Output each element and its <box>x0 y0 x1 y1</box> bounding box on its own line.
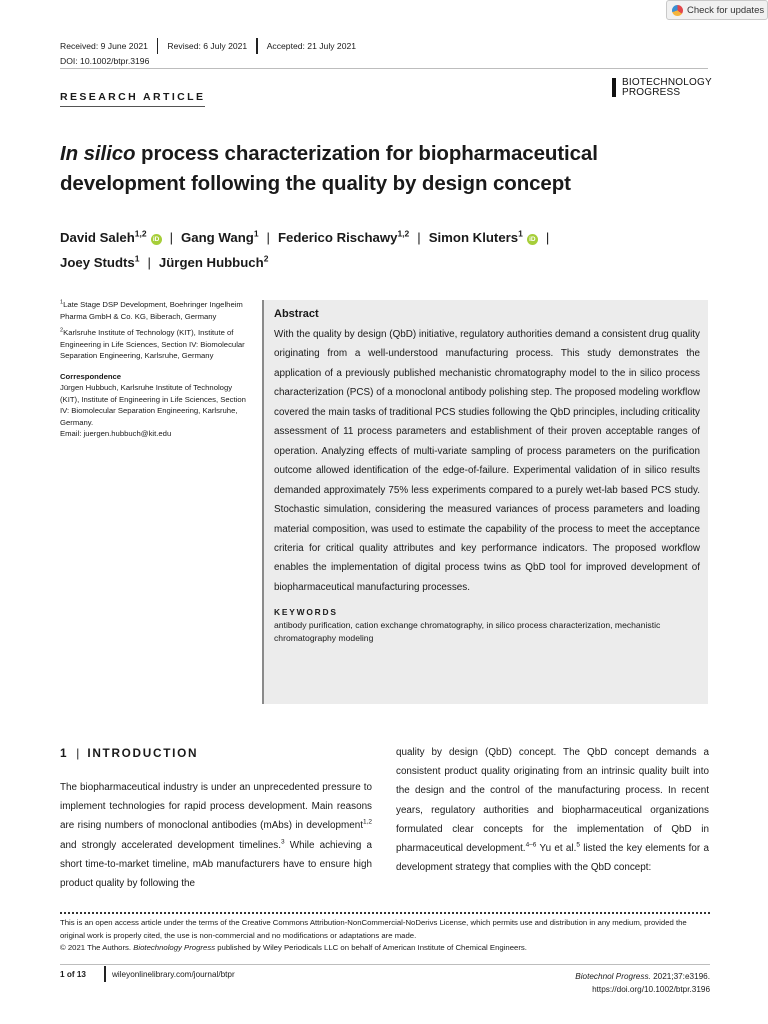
title-line-2: development following the quality by design concept <box>60 172 571 195</box>
author-separator: | <box>417 230 421 245</box>
footer-separator <box>104 966 106 982</box>
section-number: 1 <box>60 746 69 760</box>
section-heading <box>60 746 198 760</box>
author-separator: | <box>266 230 270 245</box>
author[interactable]: Jürgen Hubbuch$^2$ <box>158 253 269 270</box>
keywords-text: antibody purification, cation exchange chromatography, in silico process characterization, mechanistic chromatography modeling <box>274 620 661 643</box>
received-date: Received: 9 June 2021 <box>60 41 148 51</box>
body-column-right: quality by design (QbD) concept. The QbD concept demands a consistent product quality originating from an intrinsic quality built into the design and the control of the manufacturing process. In recent years, regulatory authorities and biopharmaceutical organizations formulated clear concepts for the implementation of QbD in pharmaceutical development.$^{4-6}$ Yu et al.$^5$ listed the key elements for a development strategy that complies with the QbD concept: <box>396 747 709 874</box>
check-for-updates-button[interactable] <box>666 0 768 20</box>
section-title: INTRODUCTION <box>87 746 199 760</box>
license-note <box>60 917 710 955</box>
author[interactable]: Gang Wang$^1$ <box>181 228 259 245</box>
body-column-left: The biopharmaceutical industry is under an unprecedented pressure to implement technologies for rapid process development. Main reasons are rising numbers of monoclonal antibodies (mAbs) in development$^{1,2}$ and strongly accelerated development timelines.$^3$ While achieving a short time-to-market timeline, mAb manufacturers have to ensure high product quality by following the <box>60 782 373 890</box>
section-separator: | <box>76 746 80 760</box>
orcid-icon[interactable]: iD <box>527 234 538 245</box>
author-list <box>60 225 720 275</box>
footer-divider <box>60 964 710 965</box>
citation-ref[interactable]: 3 <box>281 838 285 846</box>
citation-journal: Biotechnol Progress. <box>575 972 651 981</box>
correspondence-heading: Correspondence <box>60 371 122 381</box>
title-italic-part: In silico <box>60 142 136 165</box>
citation-ref[interactable]: 5 <box>576 841 580 849</box>
affiliation: $^2$Karlsruhe Institute of Technology (KIT), Institute of Engineering in Life Sciences, Section IV: Biomolecular Separation Engineering, Karlsruhe, Germany <box>60 327 245 360</box>
header-divider <box>60 68 708 69</box>
title-line-1: process characterization for biopharmaceutical <box>135 142 598 165</box>
author[interactable]: Simon Kluters$^1$iD <box>429 230 538 245</box>
doi-text: DOI: 10.1002/btpr.3196 <box>60 56 150 66</box>
article-title <box>60 139 700 199</box>
logo-line-2: PROGRESS <box>622 86 681 98</box>
accepted-date: Accepted: 21 July 2021 <box>266 41 357 51</box>
citation-info <box>575 970 710 996</box>
affiliations <box>60 299 250 445</box>
date-divider <box>157 38 159 54</box>
citation-ref[interactable]: 4–6 <box>525 841 537 849</box>
logo-bar <box>612 78 616 97</box>
author-separator: | <box>169 230 174 245</box>
footnote-divider <box>60 912 710 914</box>
correspondence-email[interactable]: Email: juergen.hubbuch@kit.edu <box>60 429 172 438</box>
check-for-updates-label: Check for updates <box>687 4 765 16</box>
author[interactable]: Federico Rischawy$^{1,2}$ <box>277 228 410 245</box>
journal-logo <box>612 78 712 97</box>
affiliation: $^1$Late Stage DSP Development, Boehringer Ingelheim Pharma GmbH & Co. KG, Biberach, Germany <box>60 299 243 321</box>
update-icon <box>672 5 683 16</box>
orcid-icon[interactable]: iD <box>151 234 162 245</box>
abstract-heading: Abstract <box>274 308 319 320</box>
copyright-text: © 2021 The Authors. Biotechnology Progress published by Wiley Periodicals LLC on behalf of American Institute of Chemical Engineers. <box>60 943 527 953</box>
author[interactable]: David Saleh$^{1,2}$iD <box>60 230 162 245</box>
page-number: 1 of 13 <box>60 970 86 979</box>
revised-date: Revised: 6 July 2021 <box>167 41 248 51</box>
keywords-heading: KEYWORDS <box>274 607 338 618</box>
journal-url-link[interactable]: wileyonlinelibrary.com/journal/btpr <box>112 970 235 979</box>
abstract-box <box>262 300 708 704</box>
doi-link[interactable]: https://doi.org/10.1002/btpr.3196 <box>592 985 710 994</box>
abstract-text: With the quality by design (QbD) initiative, regulatory authorities demand a consistent drug quality originating from a well-understood manufacturing process. This study demonstrates the application of a previously published mechanistic chromatography model to the in silico process characterization (PCS) of a monoclonal antibody polishing step. The proposed modeling workflow covered the main tasks of traditional PCS studies following the QbD principles, including criticality assessment of 11 process parameters and establishment of their proven acceptable ranges of operation. Analyzing effects of multi-variate sampling of process parameters on the purification outcome allowed identification of the edge-of-failure. Experimental validation of in silico results demanded approximately 75% less experiments compared to a purely wet-lab based PCS study. Stochastic simulation, considering the measured variances of process parameters and loading material composition, was used to estimate the capability of the process to meet the acceptance criteria for critical quality attributes and key performance indicators. The proposed workflow enables the implementation of digital process twins as QbD tool for improved development of biopharmaceutical manufacturing processes. <box>274 329 700 593</box>
citation-volume: 2021;37:e3196. <box>650 972 710 981</box>
author[interactable]: Joey Studts$^1$ <box>60 253 140 270</box>
citation-ref[interactable]: 1,2 <box>362 819 372 827</box>
article-dates <box>60 38 356 54</box>
license-text: This is an open access article under the terms of the Creative Commons Attribution-NonCommercial-NoDerivs License, which permits use and distribution in any medium, provided the original work is properly cited, the use is non-commercial and no modifications or adaptations are made. <box>60 918 687 940</box>
author-separator: | <box>147 255 151 270</box>
date-divider <box>256 38 258 54</box>
correspondence-text: Jürgen Hubbuch, Karlsruhe Institute of Technology (KIT), Institute of Engineering in Life Sciences, Section IV: Biomolecular Separation Engineering, Karlsruhe, Germany. Email: juergen.hubbuch@kit.edu <box>60 383 246 438</box>
article-type-underline <box>60 106 205 107</box>
article-type: RESEARCH ARTICLE <box>60 91 206 103</box>
author-separator: | <box>545 230 550 245</box>
logo-line-1: BIOTECHNOLOGY <box>622 77 712 88</box>
